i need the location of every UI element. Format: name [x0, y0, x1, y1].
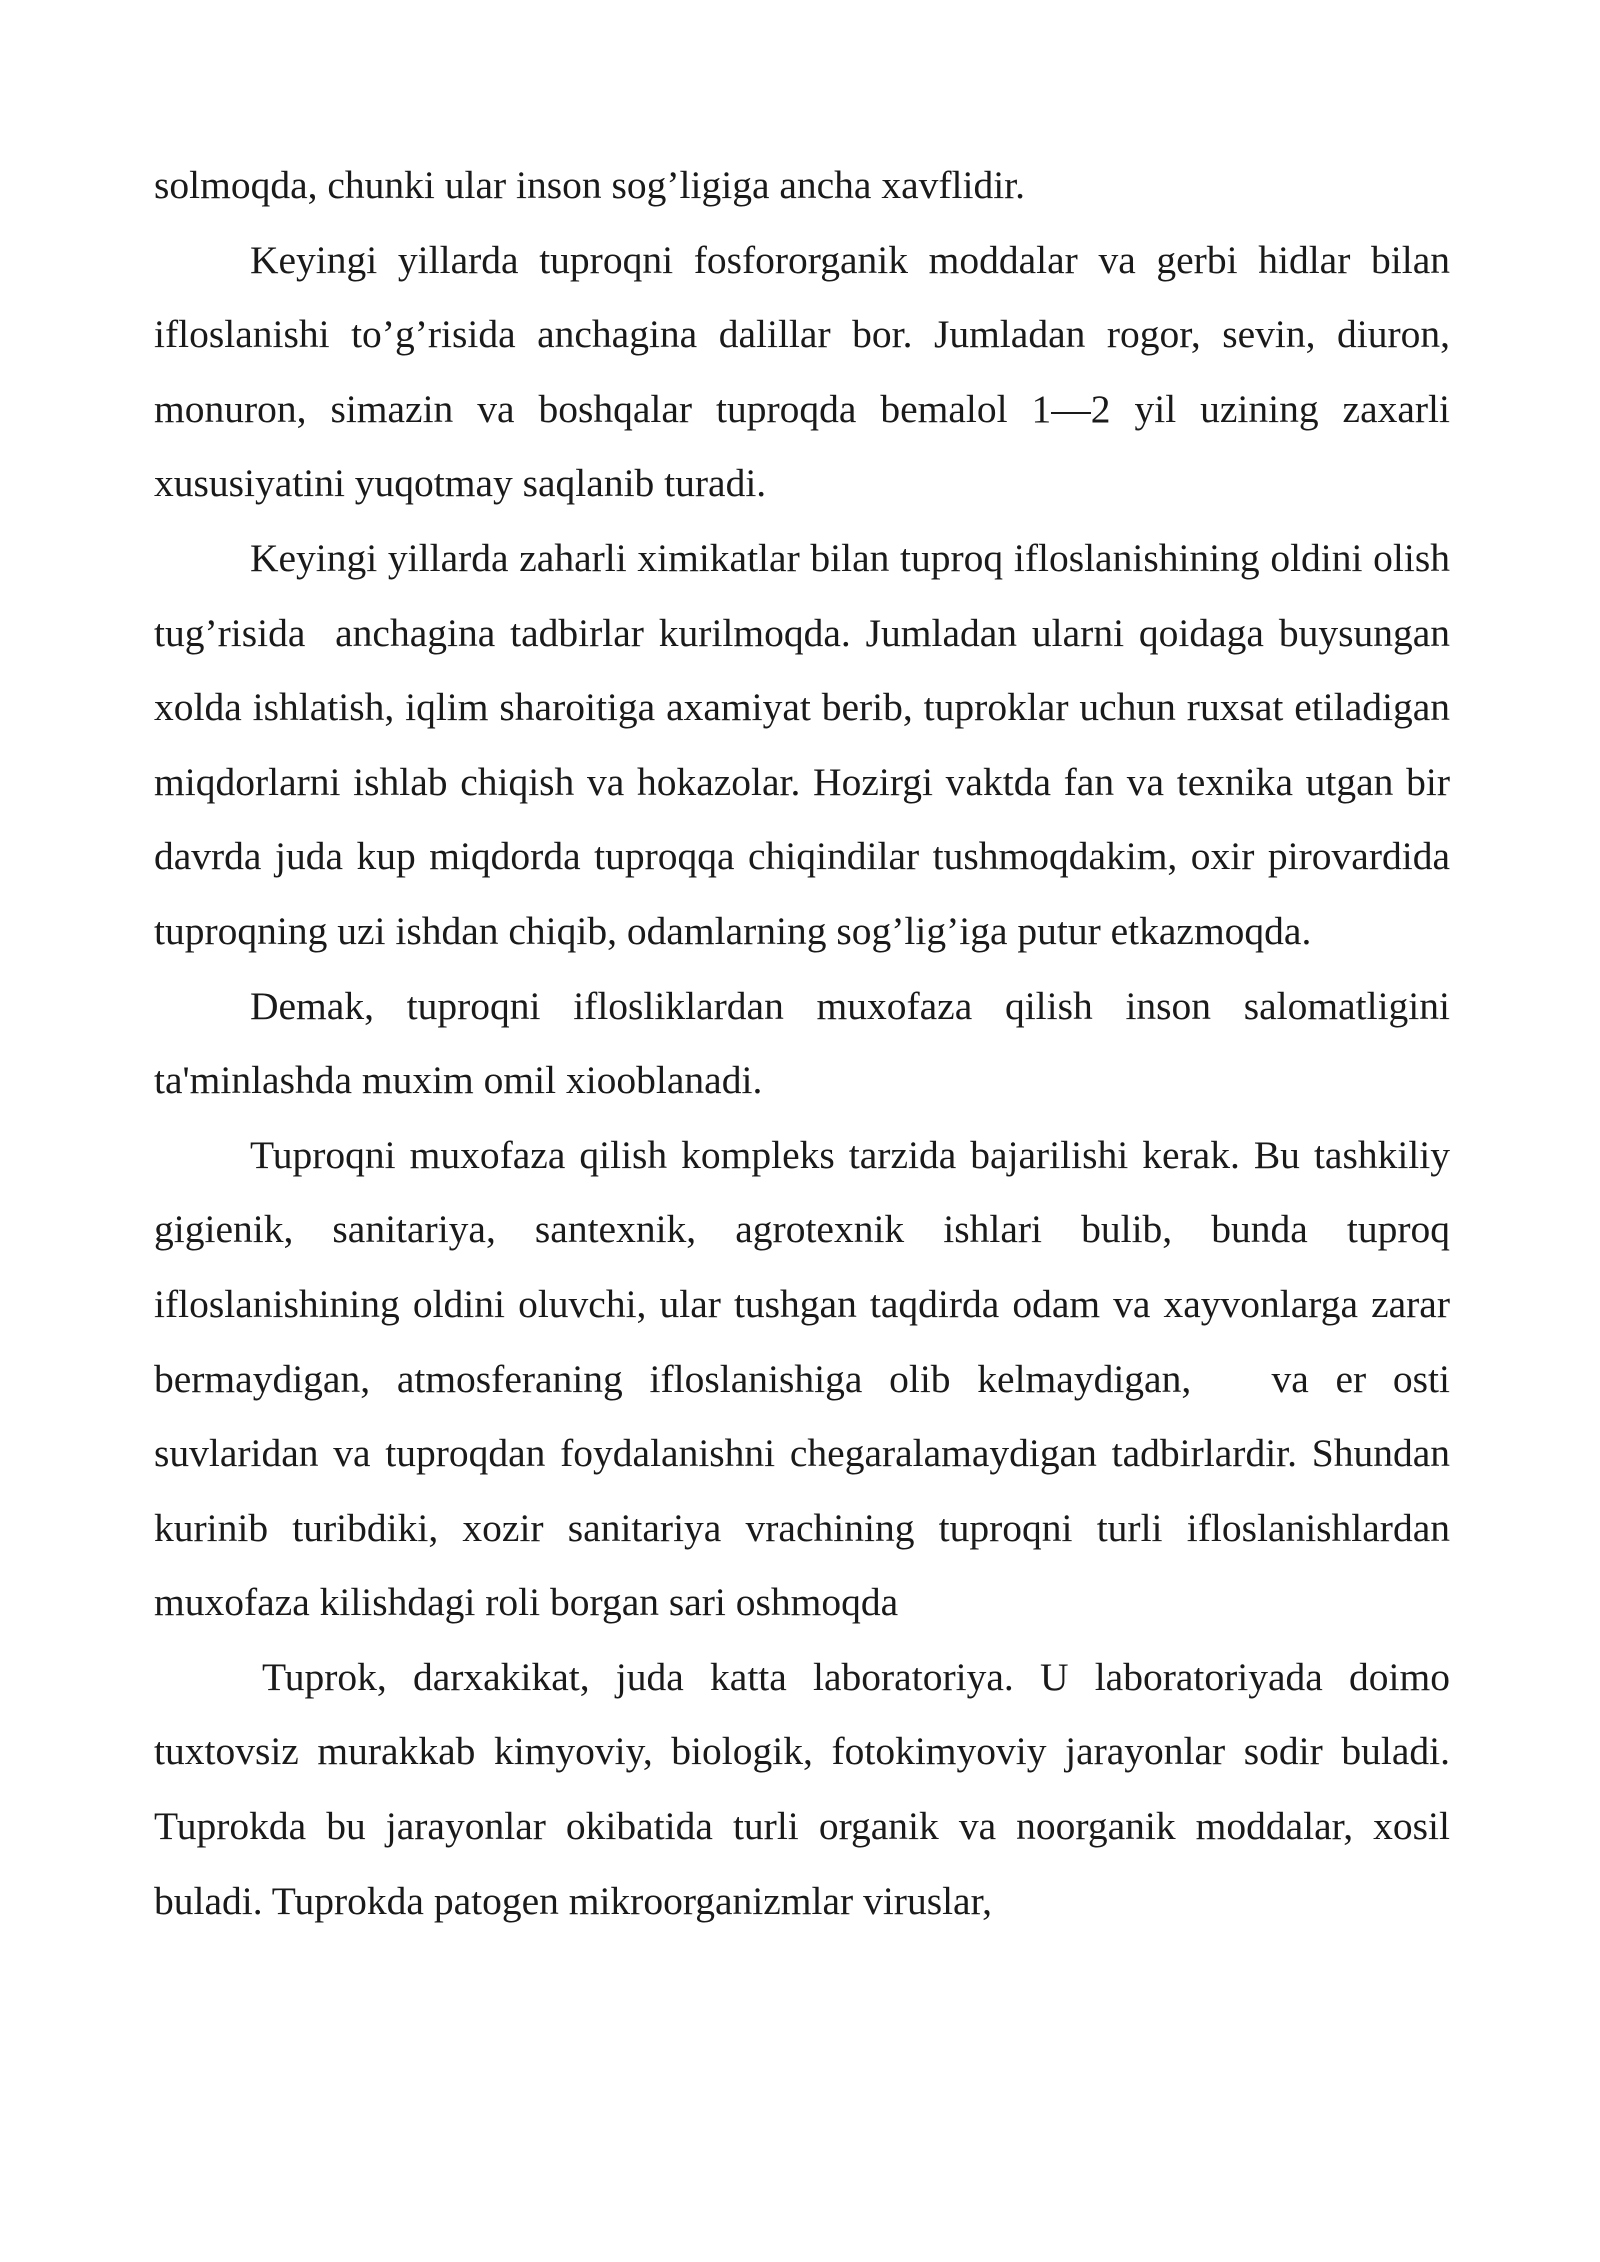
- paragraph-6: Tuprok, darxakikat, juda katta laboratoriya. U laboratoriyada doimo tuxtovsiz murakkab kimyoviy, biologik, fotokimyoviy jarayonlar sodir buladi. Tuprokda bu jarayonlar okibatida turli organik va noorganik moddalar, xosil buladi. Tuprokda patogen mikroorganizmlar viruslar,: [154, 1654, 1460, 1923]
- paragraph-5: Tuproqni muxofaza qilish kompleks tarzida bajarilishi kerak. Bu tashkiliy gigienik, sanitariya, santexnik, agrotexnik ishlari bulib, bunda tuproq ifloslanishining oldini oluvchi, ular tushgan taqdirda odam va xayvonlarga zarar bermaydigan, atmosferaning ifloslanishiga olib kelmaydigan, va er osti suvlaridan va tuproqdan foydalanishni chegaralamaydigan tadbirlardir. Shundan kurinib turibdiki, xozir sanitariya vrachining tuproqni turli ifloslanishlardan muxofaza kilishdagi roli borgan sari oshmoqda: [154, 1132, 1460, 1625]
- paragraph-3: Keyingi yillarda zaharli ximikatlar bilan tuproq ifloslanishining oldini olish tug’risida anchagina tadbirlar kurilmoqda. Jumladan ularni qoidaga buysungan xolda ishlatish, iqlim sharoitiga axamiyat berib, tuproklar uchun ruxsat etiladigan miqdorlarni ishlab chiqish va hokazolar. Hozirgi vaktda fan va texnika utgan bir davrda juda kup miqdorda tuproqqa chiqindilar tushmoqdakim, oxir pirovardida tuproqning uzi ishdan chiqib, odamlarning sog’lig’iga putur etkazmoqda.: [154, 535, 1460, 953]
- paragraph-2: Keyingi yillarda tuproqni fosfororganik moddalar va gerbi hidlar bilan ifloslanishi to’g’risida anchagina dalillar bor. Jumladan rogor, sevin, diuron, monuron, simazin va boshqalar tuproqda bemalol 1—2 yil uzining zaxarli xususiyatini yuqotmay saqlanib turadi.: [154, 237, 1460, 506]
- document-page: [154, 148, 1460, 1938]
- paragraph-1: solmoqda, chunki ular inson sog’ligiga ancha xavflidir.: [154, 163, 1026, 207]
- paragraph-4: Demak, tuproqni iflosliklardan muxofaza qilish inson salomatligini ta'minlashda muxim omil xiooblanadi.: [154, 983, 1460, 1103]
